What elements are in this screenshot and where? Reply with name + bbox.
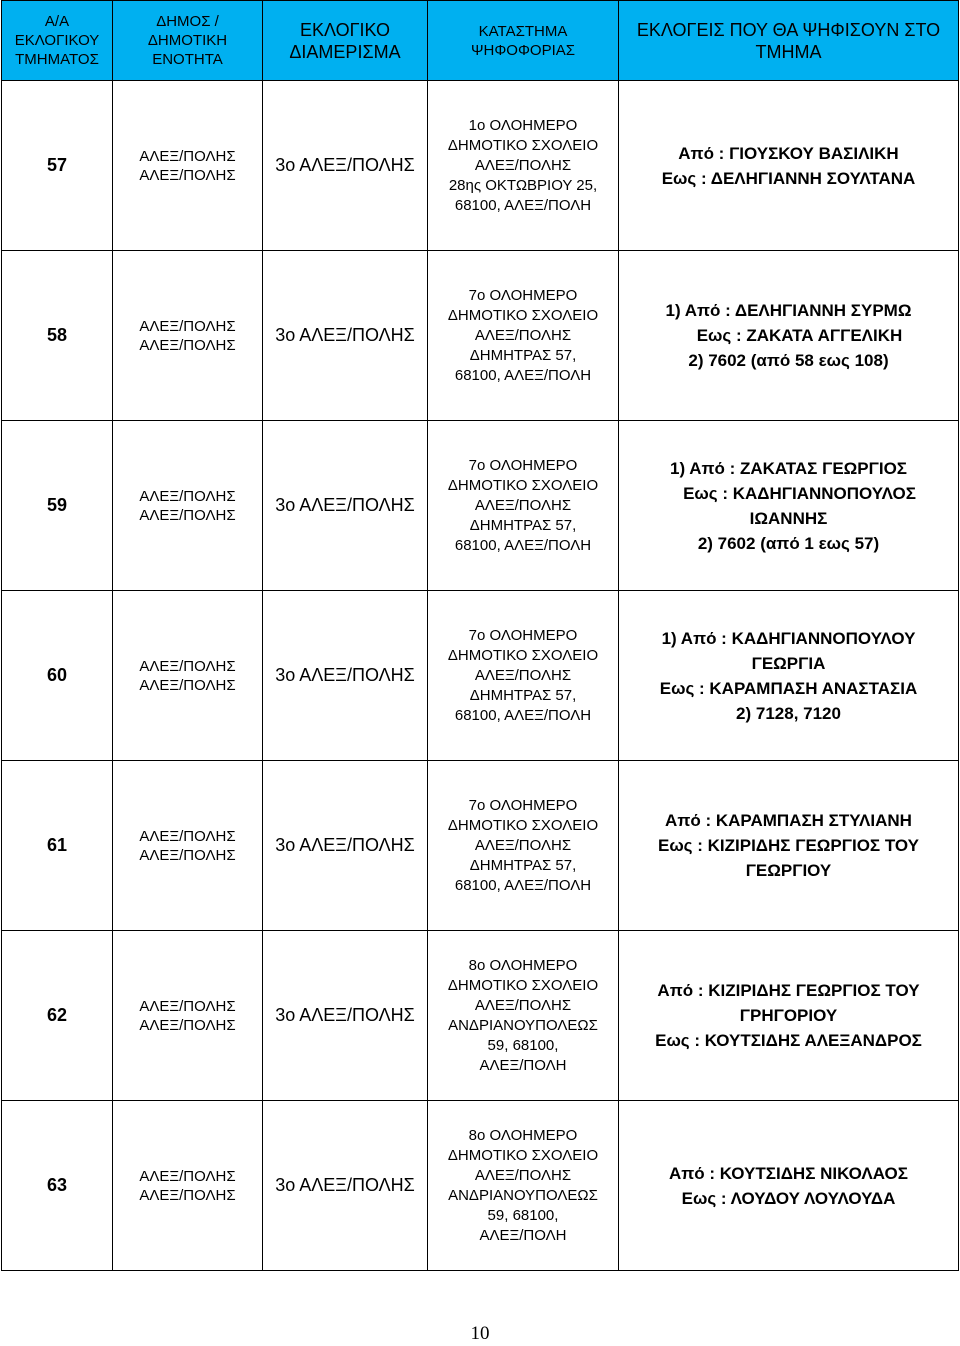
polling-station-cell: 7ο ΟΛΟΗΜΕΡΟ ΔΗΜΟΤΙΚΟ ΣΧΟΛΕΙΟ ΑΛΕΞ/ΠΟΛΗΣ ΔΗΜΗΤΡΑΣ 57, 68100, ΑΛΕΞ/ΠΟΛΗ xyxy=(428,421,619,591)
section-number: 60 xyxy=(2,591,113,761)
table-row xyxy=(2,931,959,1101)
voters-range-cell: 1) Από : ΚΑΔΗΓΙΑΝΝΟΠΟΥΛΟΥ ΓΕΩΡΓΙΑ Εως : ΚΑΡΑΜΠΑΣΗ ΑΝΑΣΤΑΣΙΑ 2) 7128, 7120 xyxy=(619,591,959,761)
header-section-number: Α/Α ΕΚΛΟΓΙΚΟΥ ΤΜΗΜΑΤΟΣ xyxy=(2,1,113,81)
section-number: 57 xyxy=(2,81,113,251)
district-cell: 3ο ΑΛΕΞ/ΠΟΛΗΣ xyxy=(263,1101,428,1271)
voters-range-cell: 1) Από : ΔΕΛΗΓΙΑΝΝΗ ΣΥΡΜΩ Εως : ΖΑΚΑΤΑ ΑΓΓΕΛΙΚΗ 2) 7602 (από 58 εως 108) xyxy=(619,251,959,421)
section-number: 61 xyxy=(2,761,113,931)
header-electoral-district: ΕΚΛΟΓΙΚΟ ΔΙΑΜΕΡΙΣΜΑ xyxy=(263,1,428,81)
municipality-cell: ΑΛΕΞ/ΠΟΛΗΣ ΑΛΕΞ/ΠΟΛΗΣ xyxy=(113,251,263,421)
polling-stations-table xyxy=(1,0,959,1271)
polling-station-cell: 8ο ΟΛΟΗΜΕΡΟ ΔΗΜΟΤΙΚΟ ΣΧΟΛΕΙΟ ΑΛΕΞ/ΠΟΛΗΣ ΑΝΔΡΙΑΝΟΥΠΟΛΕΩΣ 59, 68100, ΑΛΕΞ/ΠΟΛΗ xyxy=(428,931,619,1101)
voters-range-cell: Από : ΚΙΖΙΡΙΔΗΣ ΓΕΩΡΓΙΟΣ ΤΟΥ ΓΡΗΓΟΡΙΟΥ Εως : ΚΟΥΤΣΙΔΗΣ ΑΛΕΞΑΝΔΡΟΣ xyxy=(619,931,959,1101)
header-municipality: ΔΗΜΟΣ / ΔΗΜΟΤΙΚΗ ΕΝΟΤΗΤΑ xyxy=(113,1,263,81)
voters-range-cell: Από : ΚΑΡΑΜΠΑΣΗ ΣΤΥΛΙΑΝΗ Εως : ΚΙΖΙΡΙΔΗΣ ΓΕΩΡΓΙΟΣ ΤΟΥ ΓΕΩΡΓΙΟΥ xyxy=(619,761,959,931)
table-row xyxy=(2,251,959,421)
section-number: 59 xyxy=(2,421,113,591)
municipality-cell: ΑΛΕΞ/ΠΟΛΗΣ ΑΛΕΞ/ΠΟΛΗΣ xyxy=(113,1101,263,1271)
district-cell: 3ο ΑΛΕΞ/ΠΟΛΗΣ xyxy=(263,251,428,421)
voters-range-cell: Από : ΚΟΥΤΣΙΔΗΣ ΝΙΚΟΛΑΟΣ Εως : ΛΟΥΔΟΥ ΛΟΥΛΟΥΔΑ xyxy=(619,1101,959,1271)
polling-station-cell: 7ο ΟΛΟΗΜΕΡΟ ΔΗΜΟΤΙΚΟ ΣΧΟΛΕΙΟ ΑΛΕΞ/ΠΟΛΗΣ ΔΗΜΗΤΡΑΣ 57, 68100, ΑΛΕΞ/ΠΟΛΗ xyxy=(428,251,619,421)
header-polling-station: ΚΑΤΑΣΤΗΜΑ ΨΗΦΟΦΟΡΙΑΣ xyxy=(428,1,619,81)
municipality-cell: ΑΛΕΞ/ΠΟΛΗΣ ΑΛΕΞ/ΠΟΛΗΣ xyxy=(113,421,263,591)
district-cell: 3ο ΑΛΕΞ/ΠΟΛΗΣ xyxy=(263,81,428,251)
municipality-cell: ΑΛΕΞ/ΠΟΛΗΣ ΑΛΕΞ/ΠΟΛΗΣ xyxy=(113,591,263,761)
voters-range-cell: Από : ΓΙΟΥΣΚΟΥ ΒΑΣΙΛΙΚΗ Εως : ΔΕΛΗΓΙΑΝΝΗ ΣΟΥΛΤΑΝΑ xyxy=(619,81,959,251)
table-header xyxy=(2,1,959,81)
municipality-cell: ΑΛΕΞ/ΠΟΛΗΣ ΑΛΕΞ/ΠΟΛΗΣ xyxy=(113,931,263,1101)
polling-station-cell: 8ο ΟΛΟΗΜΕΡΟ ΔΗΜΟΤΙΚΟ ΣΧΟΛΕΙΟ ΑΛΕΞ/ΠΟΛΗΣ ΑΝΔΡΙΑΝΟΥΠΟΛΕΩΣ 59, 68100, ΑΛΕΞ/ΠΟΛΗ xyxy=(428,1101,619,1271)
table-body xyxy=(2,81,959,1271)
page-number: 10 xyxy=(470,1323,490,1344)
table-row xyxy=(2,591,959,761)
municipality-cell: ΑΛΕΞ/ΠΟΛΗΣ ΑΛΕΞ/ΠΟΛΗΣ xyxy=(113,81,263,251)
district-cell: 3ο ΑΛΕΞ/ΠΟΛΗΣ xyxy=(263,421,428,591)
polling-station-cell: 1ο ΟΛΟΗΜΕΡΟ ΔΗΜΟΤΙΚΟ ΣΧΟΛΕΙΟ ΑΛΕΞ/ΠΟΛΗΣ 28ης ΟΚΤΩΒΡΙΟΥ 25, 68100, ΑΛΕΞ/ΠΟΛΗ xyxy=(428,81,619,251)
table-row xyxy=(2,761,959,931)
header-voters: ΕΚΛΟΓΕΙΣ ΠΟΥ ΘΑ ΨΗΦΙΣΟΥΝ ΣΤΟ ΤΜΗΜΑ xyxy=(619,1,959,81)
table-row xyxy=(2,421,959,591)
district-cell: 3ο ΑΛΕΞ/ΠΟΛΗΣ xyxy=(263,761,428,931)
voters-range-cell: 1) Από : ΖΑΚΑΤΑΣ ΓΕΩΡΓΙΟΣ Εως : ΚΑΔΗΓΙΑΝΝΟΠΟΥΛΟΣ ΙΩΑΝΝΗΣ 2) 7602 (από 1 εως 57) xyxy=(619,421,959,591)
district-cell: 3ο ΑΛΕΞ/ΠΟΛΗΣ xyxy=(263,931,428,1101)
table-row xyxy=(2,1101,959,1271)
district-cell: 3ο ΑΛΕΞ/ΠΟΛΗΣ xyxy=(263,591,428,761)
section-number: 58 xyxy=(2,251,113,421)
section-number: 62 xyxy=(2,931,113,1101)
table-row xyxy=(2,81,959,251)
polling-station-cell: 7ο ΟΛΟΗΜΕΡΟ ΔΗΜΟΤΙΚΟ ΣΧΟΛΕΙΟ ΑΛΕΞ/ΠΟΛΗΣ ΔΗΜΗΤΡΑΣ 57, 68100, ΑΛΕΞ/ΠΟΛΗ xyxy=(428,591,619,761)
polling-station-cell: 7ο ΟΛΟΗΜΕΡΟ ΔΗΜΟΤΙΚΟ ΣΧΟΛΕΙΟ ΑΛΕΞ/ΠΟΛΗΣ ΔΗΜΗΤΡΑΣ 57, 68100, ΑΛΕΞ/ΠΟΛΗ xyxy=(428,761,619,931)
municipality-cell: ΑΛΕΞ/ΠΟΛΗΣ ΑΛΕΞ/ΠΟΛΗΣ xyxy=(113,761,263,931)
section-number: 63 xyxy=(2,1101,113,1271)
